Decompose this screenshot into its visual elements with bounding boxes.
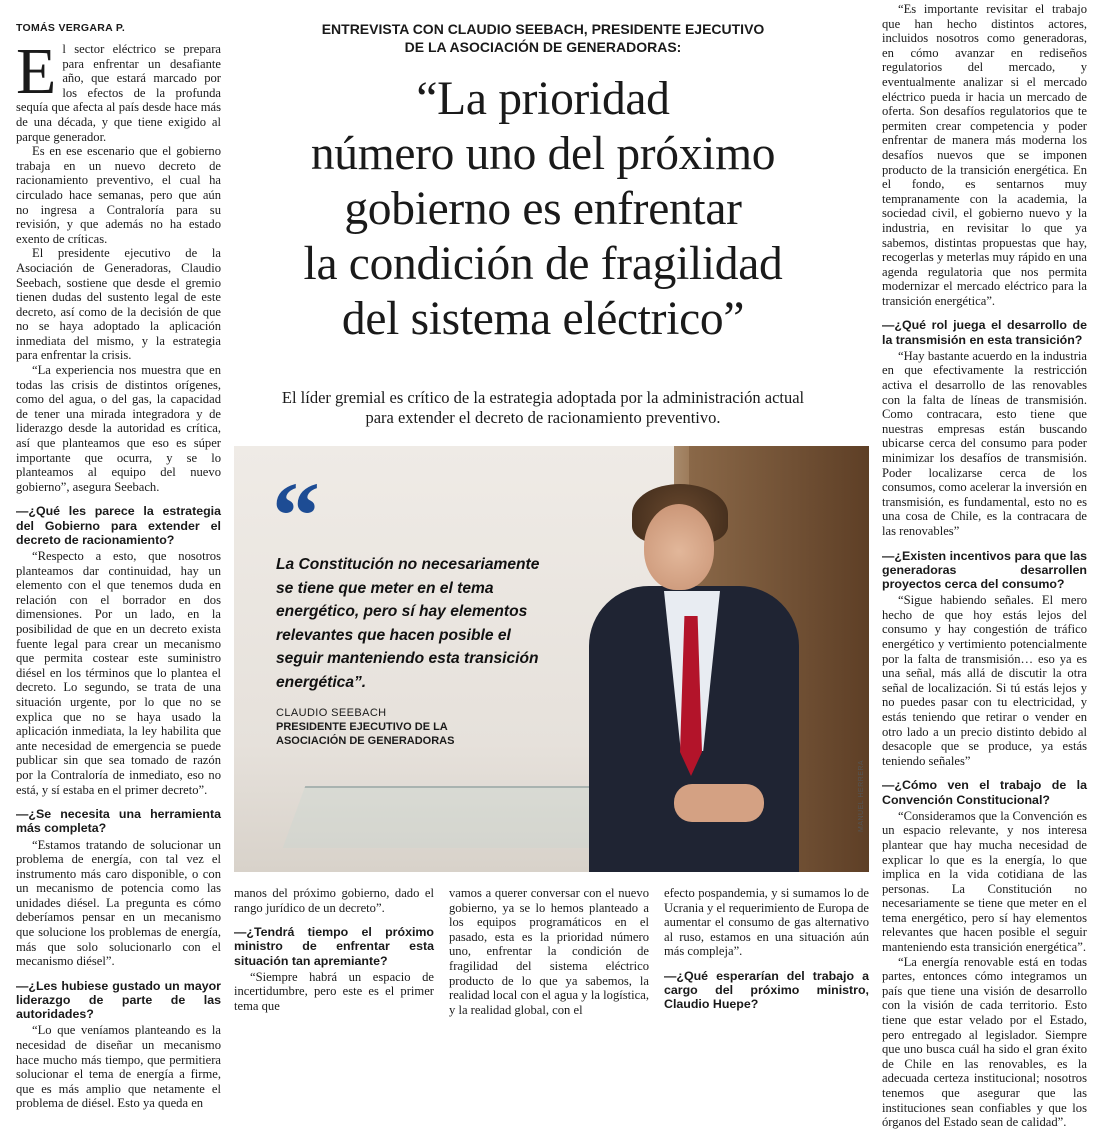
pull-quote-name: CLAUDIO SEEBACH (276, 707, 387, 719)
question: —¿Qué les parece la estrategia del Gobierno para extender el decreto de racionamiento? (16, 504, 221, 547)
question: —¿Tendrá tiempo el próximo ministro de enfrentar esta situación tan apremiante? (234, 925, 434, 968)
deck-line: para extender el decreto de racionamiento preventivo. (365, 408, 721, 427)
answer: “Lo que veníamos planteando es la necesidad de diseñar un mecanismo hace mucho más tiempo, que permitiera solucionar el tema de energía a firme, que es más amplio que netamente el problema de diésel. Esto ya queda en (16, 1023, 221, 1111)
deck (238, 388, 848, 428)
answer: “Sigue habiendo señales. El mero hecho de que hoy estás lejos del consumo y hay congestión de tráfico energético y vertimiento potencialmente por la falta de transmisión… eso ya es una señal, más allá de discutir la otra señal de localización. Si tú estás lejos y no puedes pasar con tu electricidad, y estás teniendo que retirar o vender en otro lado a un precio distinto debido al desacople que se produce, ya estás teniendo señales” (882, 593, 1087, 768)
headline-line: del sistema eléctrico” (341, 293, 745, 345)
pull-quote-title: PRESIDENTE EJECUTIVO DE LA (276, 721, 448, 733)
answer: “Respecto a esto, que nosotros planteamos dar continuidad, hay un elemento con el que tenemos duda en relación con el borrador en dos dimensiones. Por un lado, en la posibilidad de que en un decreto exista fuente legal para crear un mecanismo que permita costear este suministro diésel en los términos que lo plantea el decreto. Lo segundo, se trata de una situación urgente, por lo que no se explica que no se haya usado la aplicación inmediata, la ley habilita que ante necesidad de emergencia se puede publicar sin que sea tomado de razón por la Contraloría de inmediato, eso no está, y sí estaba en el primer decreto”. (16, 549, 221, 797)
column-1 (16, 35, 221, 1111)
photo-credit: MANUEL HERRERA (858, 759, 865, 832)
paragraph: efecto pospandemia, y si sumamos lo de Ucrania y el requerimiento de Europa de aumentar el consumo de gas alternativo al ruso, estamos en una situación aún más compleja”. (664, 886, 869, 959)
paragraph: manos del próximo gobierno, dado el rango jurídico de un decreto”. (234, 886, 434, 915)
deck-line: El líder gremial es crítico de la estrategia adoptada por la administración actual (281, 388, 805, 407)
headline-line: “La prioridad (416, 73, 670, 125)
paragraph: El presidente ejecutivo de la Asociación de Generadoras, Claudio Seebach, sostiene que desde el gremio tienen dudas del sustento legal de este decreto, así como de la decisión de que no se haya adoptado la aplicación inmediata del mismo, y la estrategia para enfrentar la crisis. (16, 246, 221, 363)
headline-line: la condición de fragilidad (303, 238, 783, 290)
answer: “Consideramos que la Convención es un espacio relevante, y nos interesa plantear que hay mucha necesidad de explicar lo que es la energía, lo que implica en la vida cotidiana de las personas. La Constitución no necesariamente se tiene que meter en el tema energético, pero sí hay elementos relevantes que hacen posible el seguir manteniendo esta transición energética”. (882, 808, 1087, 955)
paragraph: Es en ese escenario que el gobierno trabaja en un nuevo decreto de racionamiento preventivo, el cual ha circulado hace semanas, pero que aún no ingresa a Contraloría para su revisión, y que además no ha estado exento de críticas. (16, 144, 221, 246)
drop-cap: E (16, 35, 57, 108)
column-4 (664, 886, 869, 1014)
pull-quote-title: ASOCIACIÓN DE GENERADORAS (276, 735, 455, 747)
pull-quote-attribution (276, 706, 536, 748)
answer: “Siempre habrá un espacio de incertidumbre, pero este es el primer tema que (234, 969, 434, 1013)
question: —¿Qué rol juega el desarrollo de la transmisión en esta transición? (882, 318, 1087, 347)
headline (238, 72, 848, 347)
answer: “Es importante revisitar el trabajo que han hecho distintos actores, incluidos nosotros como generadoras, en cómo avanzar en rediseños regulatorios del mercado, y eventualmente analizar si el mercado eléctrico pueda ir hacia un mercado de oferta. Son desafíos regulatorios que te permiten crear competencia y poder enfrentar de manera más moderna los desafíos nuevos que se imponen producto de la transición energética. En el fondo, es sentarnos muy tempranamente con la academia, la sociedad civil, el gobierno nuevo y la industria, en revisitar lo que ya sabemos, distintas propuestas que hay, recogerlas y meterlas muy rápido en una agenda regulatoria que nos permita modernizar el mercado eléctrico para la transición energética”. (882, 2, 1087, 308)
byline: TOMÁS VERGARA P. (16, 22, 126, 34)
column-3 (449, 886, 649, 1017)
paragraph: vamos a querer conversar con el nuevo gobierno, ya se lo hemos planteado a los equipos programáticos en el pasado, esta es la prioridad número uno, enfrentar la condición de fragilidad del sistema eléctrico producto de lo que ya sabemos, la realidad local con el agua y la logística, y la realidad global, con el (449, 886, 649, 1017)
headline-line: número uno del próximo (310, 128, 776, 180)
pull-quote: La Constitución no necesariamente se tiene que meter en el tema energético, pero sí hay elementos relevantes que hacen posible el seguir manteniendo esta transición energética”. (276, 556, 540, 691)
question: —¿Qué esperarían del trabajo a cargo del próximo ministro, Claudio Huepe? (664, 968, 869, 1012)
paragraph: “La experiencia nos muestra que en todas las crisis de distintos orígenes, como del agua, o del gas, la capacidad de tener una mirada integradora y de liderazgo desde la autoridad es crítica, así que planteamos que eso es súper importante que ocurra, y se lo planteamos al equipo del nuevo gobierno”, asegura Seebach. (16, 363, 221, 494)
answer: “La energía renovable está en todas partes, entonces cómo integramos un país que tiene una visión de desarrollo con la visión de cada territorio. Esto tiene que estar velado por el Estado, pero entregado al legislador. Siempre que uno busca cuál ha sido el gran éxito de Chile en las renovables, es la adecuada certeza institucional; nosotros tenemos que asegurar que las instituciones sean confiables y que los órganos del Estado sean de calidad”. (882, 954, 1087, 1130)
question: —¿Existen incentivos para que las generadoras desarrollen proyectos cerca del consumo? (882, 548, 1087, 591)
kicker (238, 20, 848, 56)
kicker-line-2: DE LA ASOCIACIÓN DE GENERADORAS: (404, 39, 682, 55)
question: —¿Se necesita una herramienta más completa? (16, 807, 221, 836)
column-2 (234, 886, 434, 1014)
lead-paragraph: El sector eléctrico se prepara para enfrentar un desafiante año, que estará marcado por los efectos de la profunda sequía que afecta al país desde hace más de una década, y que tiene exigido al parque generador. (16, 35, 221, 144)
quote-mark-icon: “ (272, 462, 320, 569)
headline-line: gobierno es enfrentar (344, 183, 742, 235)
question: —¿Cómo ven el trabajo de la Convención Constitucional? (882, 778, 1087, 807)
column-5 (882, 2, 1087, 1130)
answer: “Hay bastante acuerdo en la industria en que efectivamente la restricción activa el desarrollo de las renovables con la falta de líneas de transmisión. Como contracara, esto tiene que nuestras empresas están buscando ubicarse cerca del consumo para poder minimizar los desafíos de transmisión. Poder localizarse cerca de los consumos, como acelerar la inversión en transmisión, es fundamental, esto no es una cosa de Chile, es la contracara de las renovables” (882, 348, 1087, 538)
answer: “Estamos tratando de solucionar un problema de energía, con tal vez el instrumento más caro disponible, o con un mecanismo de potencia como las unidades diésel. La pregunta es cómo deberíamos pensar en un mecanismo que solucione los problemas de energía, más que solo solucionarlo con el mecanismo diésel”. (16, 837, 221, 969)
kicker-line-1: ENTREVISTA CON CLAUDIO SEEBACH, PRESIDENTE EJECUTIVO (321, 21, 765, 37)
question: —¿Les hubiese gustado un mayor liderazgo de parte de las autoridades? (16, 978, 221, 1022)
